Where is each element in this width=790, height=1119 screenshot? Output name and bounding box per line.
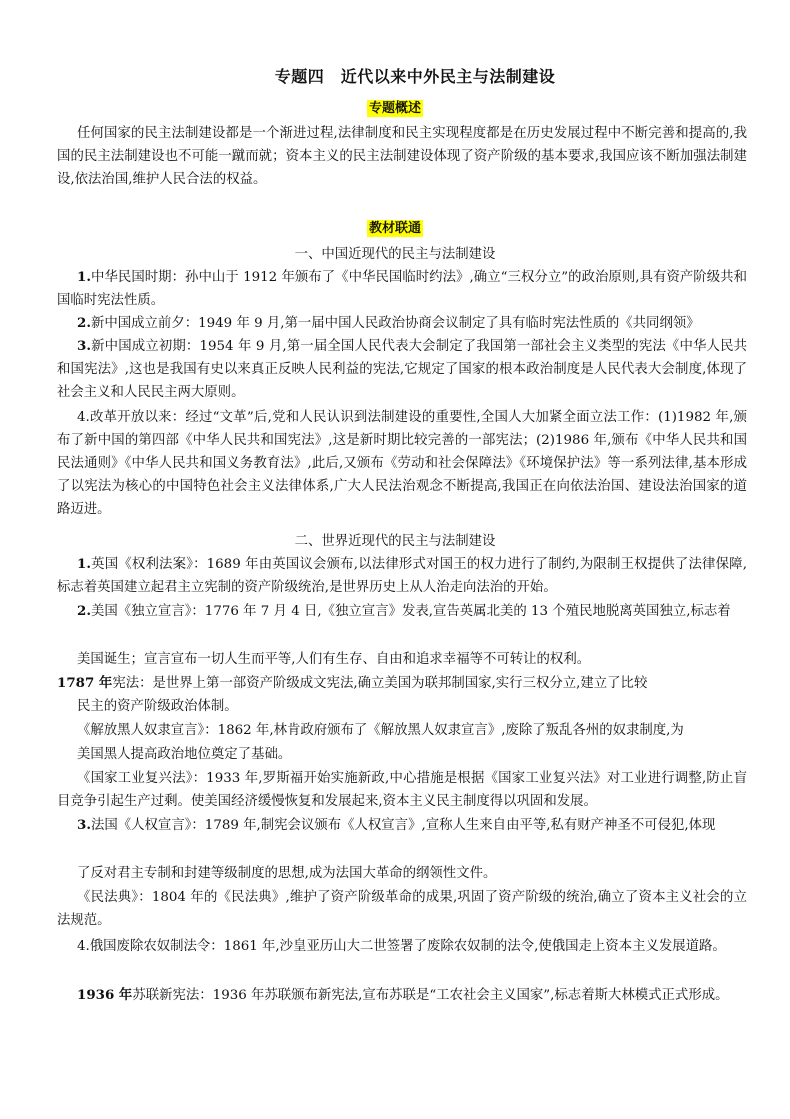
page-title: 专题四 近代以来中外民主与法制建设: [274, 67, 556, 86]
list-item: 《民法典》：1804 年的《民法典》,维护了资产阶级革命的成果,巩固了资产阶级的统治,确立了资本主义社会的立法规范。: [57, 890, 747, 928]
list-item: 1.中华民国时期：孙中山于 1912 年颁布了《中华民国临时约法》,确立“三权分立”的政治原则,具有资产阶级共和国临时宪法性质。: [57, 269, 747, 308]
list-item: 3.新中国成立初期：1954 年 9 月,第一届全国人民代表大会制定了我国第一部社会主义类型的宪法《中华人民共和国宪法》,这也是我国有史以来真正反映人民利益的宪法,它规定了国家的根本政治制度是人民代表大会制度,体现了社会主义和人民民主两大原则。: [57, 338, 748, 400]
list-item: 民主的资产阶级政治体制。: [77, 699, 238, 714]
list-item: 美国黑人提高政治地位奠定了基础。: [77, 747, 292, 762]
list-item: 1.英国《权利法案》：1689 年由英国议会颁布,以法律形式对国王的权力进行了制约,为限制王权提供了法律保障,标志着英国建立起君主立宪制的资产阶级统治,是世界历史上从人治走向法治的开始。: [57, 556, 747, 595]
list-item: 2.美国《独立宣言》：1776 年 7 月 4 日,《独立宣言》发表,宣告英属北美的 13 个殖民地脱离英国独立,标志着: [77, 603, 731, 619]
section-heading-world: 二、世界近现代的民主与法制建设: [294, 534, 496, 549]
section-heading-china: 一、中国近现代的民主与法制建设: [294, 247, 496, 262]
list-item: 2.新中国成立前夕：1949 年 9 月,第一届中国人民政治协商会议制定了具有临时宪法性质的《共同纲领》: [77, 315, 700, 331]
list-item: 1787 年宪法：是世界上第一部资产阶级成文宪法,确立美国为联邦制国家,实行三权分立,建立了比较: [57, 675, 648, 691]
list-item: 4.俄国废除农奴制法令：1861 年,沙皇亚历山大二世签署了废除农奴制的法令,使俄国走上资本主义发展道路。: [77, 939, 726, 954]
overview-heading-wrap: [0, 100, 790, 117]
list-item: 3.法国《人权宣言》：1789 年,制宪会议颁布《人权宣言》,宣称人生来自由平等,私有财产神圣不可侵犯,体现: [77, 817, 716, 833]
list-item: 《解放黑人奴隶宣言》：1862 年,林肯政府颁布了《解放黑人奴隶宣言》,废除了叛乱各州的奴隶制度,为: [77, 723, 684, 738]
link-heading: 教材联通: [368, 221, 421, 236]
link-heading-wrap: [0, 220, 790, 237]
list-item: 《国家工业复兴法》：1933 年,罗斯福开始实施新政,中心措施是根据《国家工业复兴法》对工业进行调整,防止盲目竞争引起生产过剩。使美国经济缓慢恢复和发展起来,资本主义民主制度得以巩固和发展。: [57, 771, 747, 809]
overview-paragraph: 任何国家的民主法制建设都是一个渐进过程,法律制度和民主实现程度都是在历史发展过程中不断完善和提高的,我国的民主法制建设也不可能一蹴而就；资本主义的民主法制建设体现了资产阶级的基本要求,我国应该不断加强法制建设,依法治国,维护人民合法的权益。: [57, 126, 747, 187]
list-item: 美国诞生；宣言宣布一切人生而平等,人们有生存、自由和追求幸福等不可转让的权利。: [77, 652, 591, 667]
list-item: 了反对君主专制和封建等级制度的思想,成为法国大革命的纲领性文件。: [77, 866, 497, 881]
list-item: 1936 年苏联新宪法：1936 年苏联颁布新宪法,宣布苏联是“工农社会主义国家”,标志着斯大林模式正式形成。: [77, 987, 729, 1003]
list-item: 4.改革开放以来：经过“文革”后,党和人民认识到法制建设的重要性,全国人大加紧全面立法工作：(1)1982 年,颁布了新中国的第四部《中华人民共和国宪法》,这是新时期比较完善的一部宪法；(2)1986 年,颁布《中华人民共和国民法通则》《中华人民共和国义务教育法》,此后,又颁布《劳动和社会保障法》《环境保护法》等一系列法律,基本形成了以宪法为核心的中国特色社会主义法律体系,广大人民法治观念不断提高,我国正在向依法治国、建设法治国家的道路迈进。: [57, 410, 747, 517]
overview-heading: 专题概述: [368, 101, 421, 116]
